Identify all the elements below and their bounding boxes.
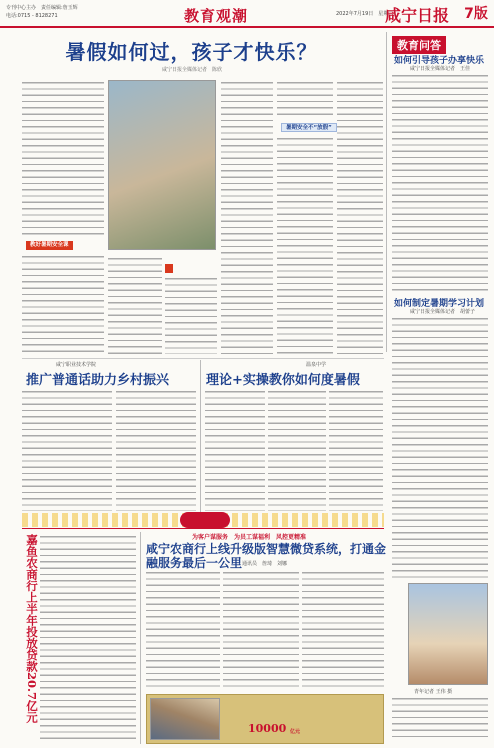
bottom-col1 [146,570,220,690]
subhead-safety-vacation: 暑期安全不“放假” [281,123,337,132]
main-byline: 咸宁日报全媒体记者 陈欣 [161,67,222,73]
bottom-headline: 咸宁农商行上线升级版智慧微贷系统，打通金融服务最后一公里 [146,542,387,570]
bottom-byline: 通讯员 詹琦 刘娜 [242,561,288,567]
ad-unit: 亿元 [290,729,301,735]
main-article-col5b [277,136,333,354]
bottom-kicker: 为客户谋服务 为员工谋福利 风控更精准 [192,534,307,541]
bottom-vertical-headline: 嘉鱼农商行上半年投放贷款20.7亿元 [25,534,39,724]
mid-right-col1 [205,389,265,511]
right-article1-byline: 咸宁日报全媒体记者 王佳 [410,66,471,72]
mid-right-col2 [268,389,326,511]
section-badge [180,512,230,528]
right-column-divider [386,32,387,352]
main-article-col6 [337,80,383,354]
main-article-col3 [165,276,217,354]
main-article-col4 [221,80,273,354]
right-column-label: 教育问答 [392,36,446,54]
subhead-photo-caption [165,264,173,273]
mid-right-col3 [329,389,383,511]
ad-number: 10000 [248,722,287,735]
right-article1-body [392,73,488,291]
main-article-col2 [108,256,162,354]
mid-left-headline: 推广普通话助力乡村振兴 [26,373,170,388]
mid-right-headline: 理论+实操教你如何度暑假 [206,373,360,388]
right-article2-body [392,316,488,578]
page-number: 7版 [464,6,488,22]
main-article-col1b [22,254,104,354]
mid-left-col1 [22,389,112,511]
mid-column-divider [200,360,201,512]
bottom-left-body [40,534,136,744]
bottom-col2 [223,570,299,690]
mid-right-school: 温泉中学 [306,362,327,368]
masthead: 咸宁日报 [385,6,450,25]
main-article-col5a [277,80,333,120]
mid-left-school: 咸宁职业技术学院 [56,362,97,368]
ad-photo [150,698,220,740]
bottom-col3 [302,570,384,690]
main-headline: 暑假如何过，孩子才快乐？ [65,40,318,64]
section-title: 教育观潮 [184,7,249,25]
mid-left-col2 [116,389,196,511]
right-article2-body-end [392,696,488,742]
right-article1-title: 如何引导孩子办享快乐 [394,56,485,66]
mid-divider [22,358,384,359]
right-article2-byline: 咸宁日报全媒体记者 胡蕾子 [410,309,476,315]
header-editor-line: 专刊中心主办 责任编辑:詹玉辉 [6,5,78,11]
right-photo [408,583,488,685]
right-article2-title: 如何制定暑期学习计划 [394,299,485,309]
header-phone-line: 电话:0715 - 8128271 [6,13,58,19]
main-article-col1 [22,80,104,235]
header-date: 2022年7月19日 星期二 [336,11,394,17]
bottom-column-divider [140,532,141,744]
bottom-divider [22,528,384,529]
subhead-safety: 教好暑期安全课 [26,241,73,250]
main-photo [108,80,216,250]
right-photo-caption: 青年记者 王伟 摄 [414,689,453,695]
